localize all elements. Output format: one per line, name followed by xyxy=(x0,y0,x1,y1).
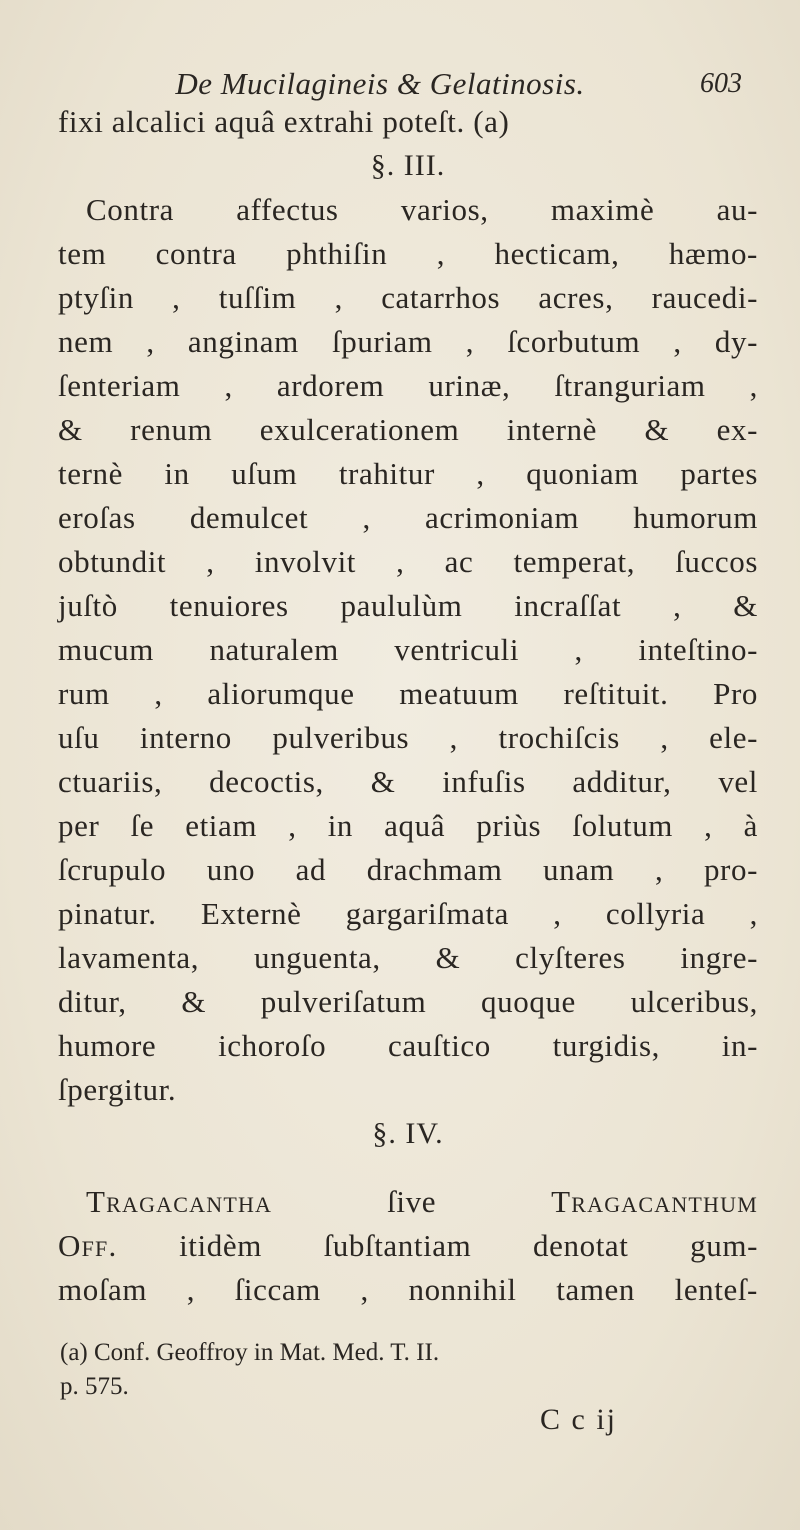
footnote-line: (a) Conf. Geoffroy in Mat. Med. T. II. xyxy=(60,1339,440,1366)
text-fragment: itidèm ſubſtantiam denotat gum- xyxy=(179,1228,758,1263)
text-line: tem contra phthiſin , hecticam, hæmo- xyxy=(58,236,758,271)
text-line: humore ichoroſo cauſtico turgidis, in- xyxy=(58,1028,758,1063)
text-line: ſcrupulo uno ad drachmam unam , pro- xyxy=(58,852,758,887)
text-line: pinatur. Externè gargariſmata , collyria , xyxy=(58,896,758,931)
text-line xyxy=(58,1224,758,1268)
text-line: ſpergitur. xyxy=(58,1072,177,1107)
text-line: mucum naturalem ventriculi , inteſtino- xyxy=(58,632,758,667)
text-line: rum , aliorumque meatuum reſtituit. Pro xyxy=(58,676,758,711)
text-line xyxy=(58,1180,758,1224)
text-line: ditur, & pulveriſatum quoque ulceribus, xyxy=(58,984,758,1019)
text-line: ptyſin , tuſſim , catarrhos acres, raucedi- xyxy=(58,280,758,315)
text-line: Contra affectus varios, maximè au- xyxy=(86,192,758,227)
term-tragacanthum: Tragacanthum xyxy=(551,1184,758,1219)
term-tragacantha: Tragacantha xyxy=(86,1184,273,1219)
word-sive: ſive xyxy=(387,1184,437,1219)
page-number: 603 xyxy=(700,68,742,99)
footnote-line: p. 575. xyxy=(60,1373,129,1400)
footnote xyxy=(60,1336,760,1404)
section-heading: §. III. xyxy=(370,149,446,182)
signature-mark: C c ij xyxy=(540,1403,617,1436)
running-title: De Mucilagineis & Gelatinosis. xyxy=(175,66,585,101)
text-line: lavamenta, unguenta, & clyſteres ingre- xyxy=(58,940,758,975)
text-line: fixi alcalici aquâ extrahi poteſt. (a) xyxy=(58,104,510,139)
text-line: ctuariis, decoctis, & infuſis additur, vel xyxy=(58,764,758,799)
text-line: per ſe etiam , in aquâ priùs ſolutum , à xyxy=(58,808,758,843)
abbrev-off: Off. xyxy=(58,1228,118,1263)
text-line: eroſas demulcet , acrimoniam humorum xyxy=(58,500,758,535)
text-line: juſtò tenuiores paululùm incraſſat , & xyxy=(58,588,758,623)
section-heading: §. IV. xyxy=(372,1117,444,1150)
text-line: & renum exulcerationem internè & ex- xyxy=(58,412,758,447)
text-line: obtundit , involvit , ac temperat, ſuccos xyxy=(58,544,758,579)
spacer xyxy=(58,1156,758,1180)
text-line: ternè in uſum trahitur , quoniam partes xyxy=(58,456,758,491)
text-line: uſu interno pulveribus , trochiſcis , ele- xyxy=(58,720,758,755)
text-line: ſenteriam , ardorem urinæ, ſtranguriam , xyxy=(58,368,758,403)
main-text xyxy=(58,100,758,1312)
text-line: nem , anginam ſpuriam , ſcorbutum , dy- xyxy=(58,324,758,359)
text-line: moſam , ſiccam , nonnihil tamen lenteſ- xyxy=(58,1272,758,1307)
